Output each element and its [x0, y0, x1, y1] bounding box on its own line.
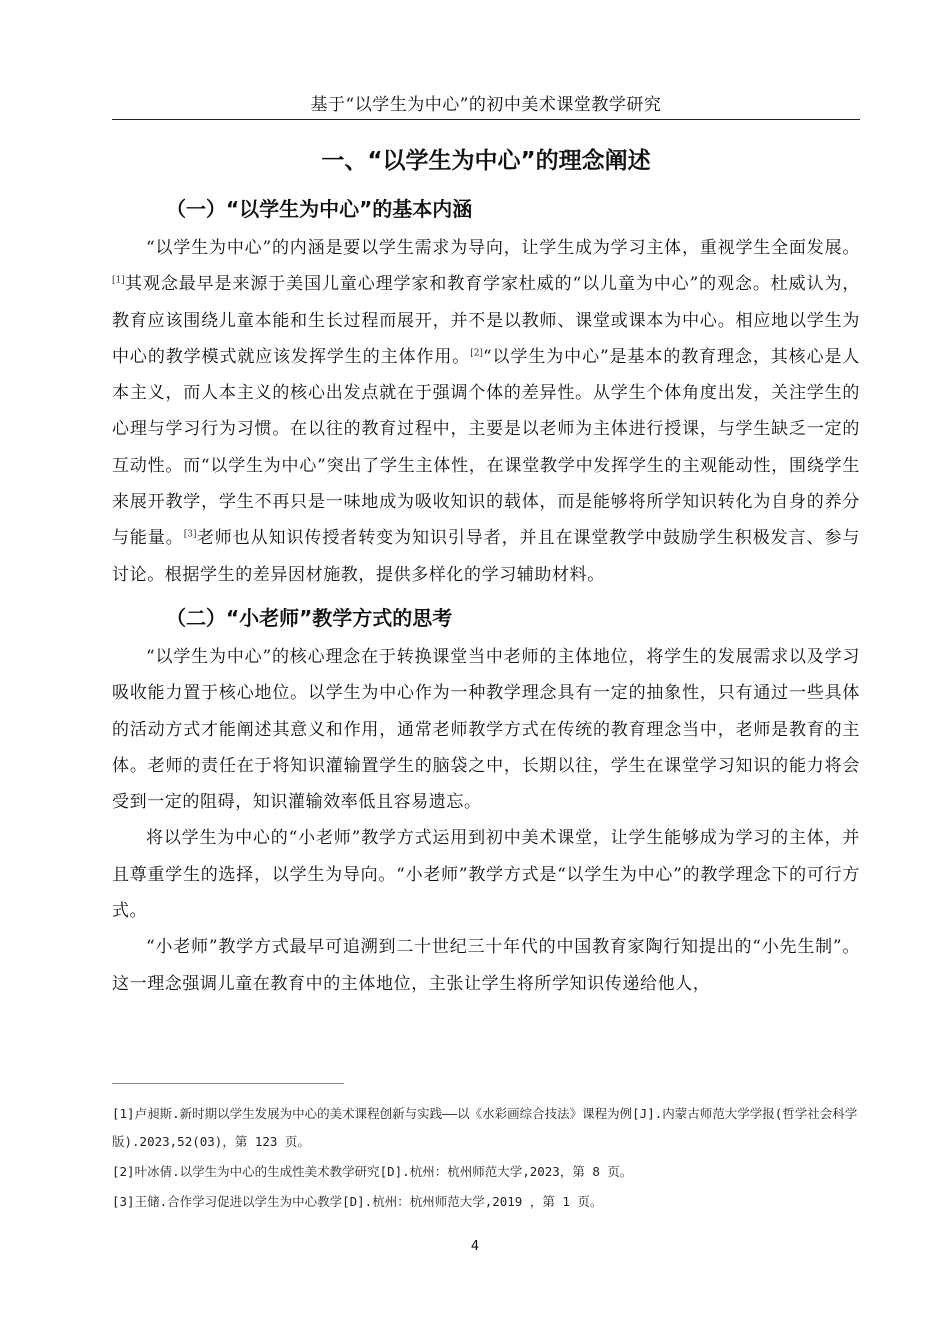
page-number: 4: [470, 1239, 480, 1254]
footnote-separator: [112, 1083, 344, 1084]
paragraph: [112, 929, 860, 1002]
text-span: 老师也从知识传授者转变为知识引导者，并且在课堂教学中鼓励学生积极发言、参与讨论。根据学生的差异因材施教，提供多样化的学习辅助材料。: [112, 528, 860, 585]
text-span: “以学生为中心”的核心理念在于转换课堂当中老师的主体地位，将学生的发展需求以及学习吸收能力置于核心地位。以学生为中心作为一种教学理念具有一定的抽象性，只有通过一些具体的活动方式才能阐述其意义和作用，通常老师教学方式在传统的教育理念当中，老师是教育的主体。老师的责任在于将知识灌输置学生的脑袋之中，长期以往，学生在课堂学习知识的能力将会受到一定的阻碍，知识灌输效率低且容易遗忘。: [112, 646, 860, 813]
paragraph: [112, 230, 860, 593]
paragraph: [112, 820, 860, 929]
subsection-title-2: （二）“小老师”教学方式的思考: [166, 605, 453, 630]
citation-ref: [2]: [470, 348, 483, 359]
section-title: 一、“以学生为中心”的理念阐述: [321, 148, 651, 174]
citation-ref: [1]: [112, 275, 125, 286]
text-span: 将以学生为中心的“小老师”教学方式运用到初中美术课堂，让学生能够成为学习的主体，并且尊重学生的选择，以学生为导向。“小老师”教学方式是“以学生为中心”的教学理念下的可行方式。: [112, 828, 860, 922]
footnote: [1]卢昶斯.新时期以学生发展为中心的美术课程创新与实践——以《水彩画综合技法》课程为例[J].内蒙古师范大学学报(哲学社会科学版).2023,52(03)，第 123 页。: [112, 1106, 858, 1149]
text-span: “小老师”教学方式最早可追溯到二十世纪三十年代的中国教育家陶行知提出的“小先生制”。这一理念强调儿童在教育中的主体地位，主张让学生将所学知识传递给他人，: [112, 937, 860, 994]
footnote: [3]王储.合作学习促进以学生为中心教学[D].杭州：杭州师范大学,2019 ，第 1 页。: [112, 1194, 603, 1209]
footnotes: [112, 1100, 860, 1216]
main-content: [112, 138, 860, 1002]
subsection-title-1: （一）“以学生为中心”的基本内涵: [166, 197, 473, 221]
text-span: 其观念最早是来源于美国儿童心理学家和教育学家杜威的“以儿童为中心”的观念。杜威认为，教育应该围绕儿童本能和生长过程而展开，并不是以教师、课堂或课本为中心。相应地以学生为中心的教学模式就应该发挥学生的主体作用。: [112, 274, 860, 367]
running-header: 基于“以学生为中心”的初中美术课堂教学研究: [310, 95, 662, 115]
citation-ref: [3]: [183, 529, 197, 540]
header-rule: [112, 119, 860, 120]
text-span: “以学生为中心”是基本的教育理念，其核心是人本主义，而人本主义的核心出发点就在于强调个体的差异性。从学生个体角度出发，关注学生的心理与学习行为习惯。在以往的教育过程中，主要是以老师为主体进行授课，与学生缺乏一定的互动性。而“以学生为中心”突出了学生主体性，在课堂教学中发挥学生的主观能动性，围绕学生来展开教学，学生不再只是一味地成为吸收知识的载体，而是能够将所学知识转化为自身的养分与能量。: [112, 346, 861, 549]
paragraph: [112, 639, 860, 820]
footnote: [2]叶冰倩.以学生为中心的生成性美术教学研究[D].杭州：杭州师范大学,2023，第 8 页。: [112, 1164, 633, 1179]
text-span: “以学生为中心”的内涵是要以学生需求为导向，让学生成为学习主体，重视学生全面发展。: [146, 238, 860, 258]
